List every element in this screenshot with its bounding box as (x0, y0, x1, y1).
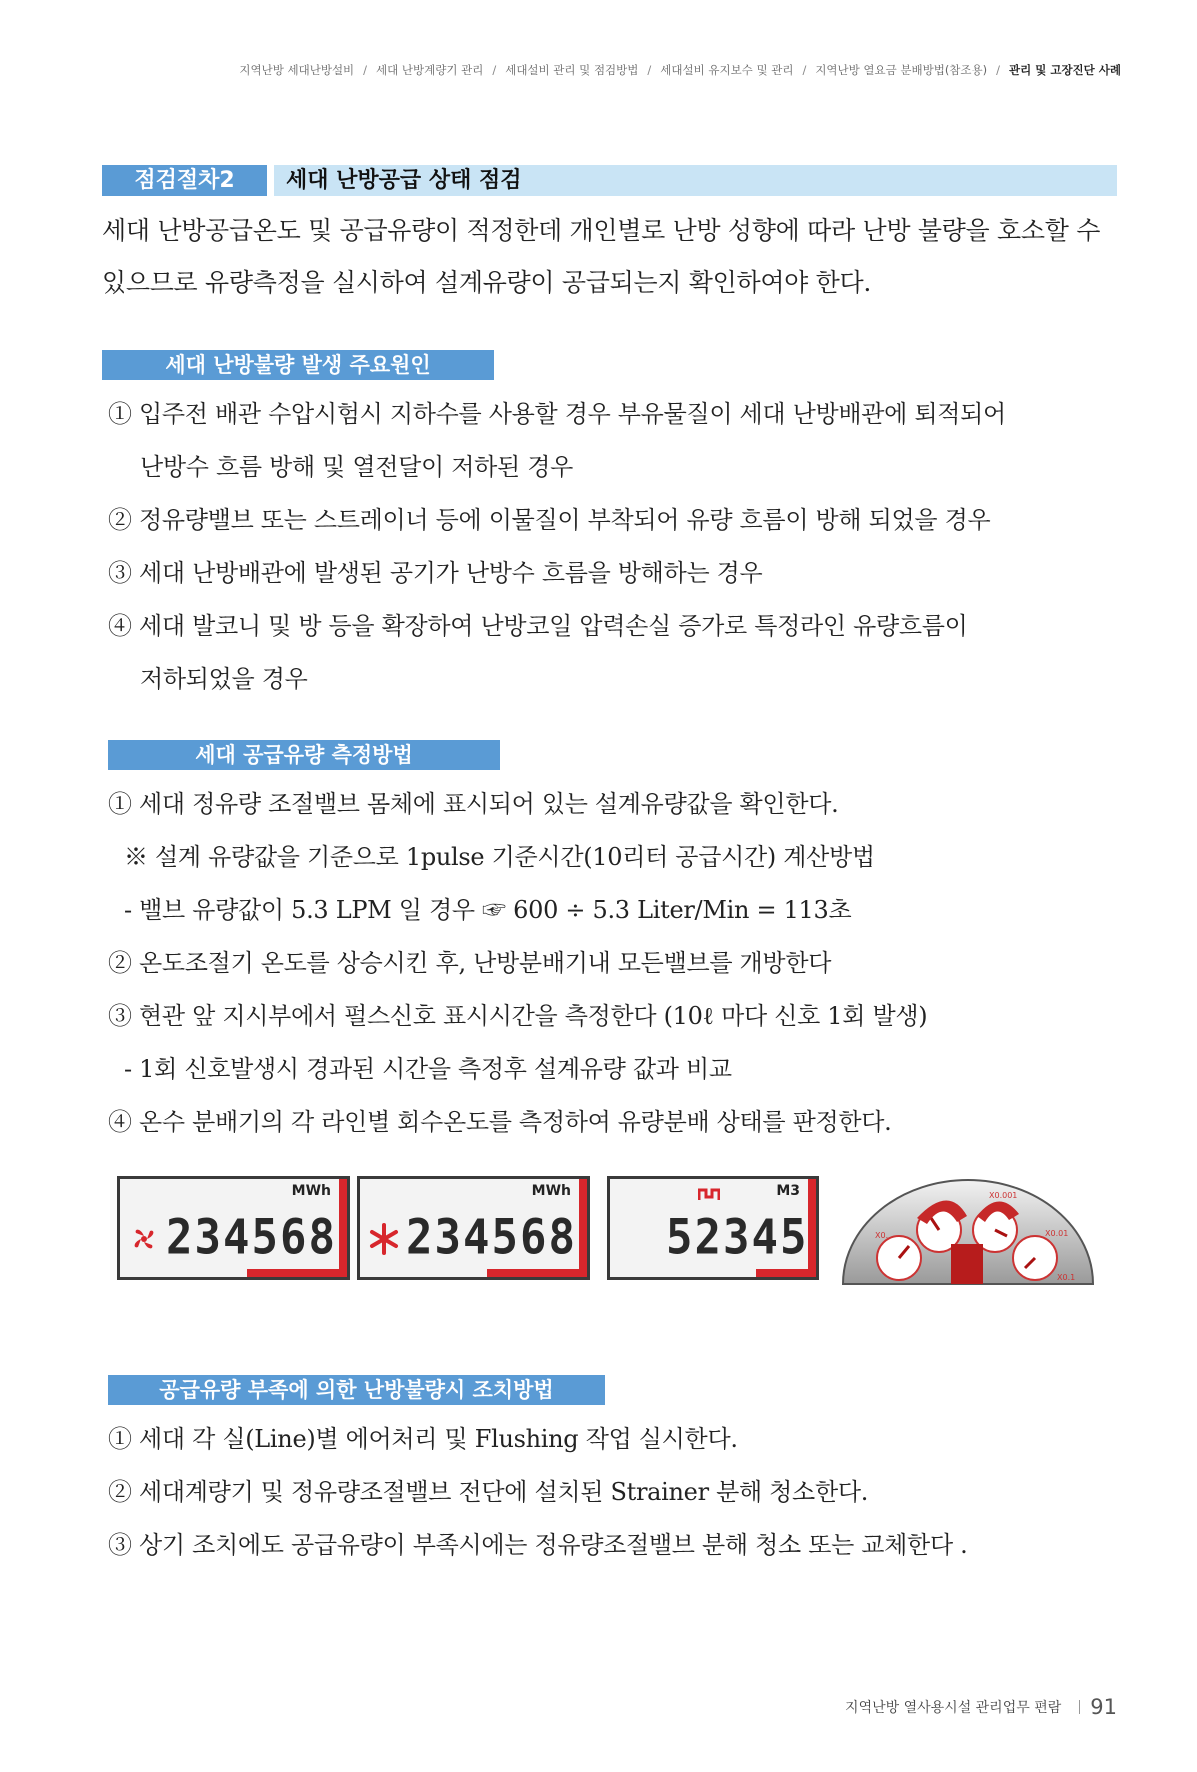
list-item: ③ 현관 앞 지시부에서 펄스신호 표시시간을 측정한다 (10ℓ 마다 신호 1회 발생) (108, 1002, 928, 1030)
breadcrumb-item: 세대설비 관리 및 점검방법 (505, 63, 639, 77)
meter-unit: MWh (531, 1183, 571, 1199)
meter-value: 234568 (406, 1209, 577, 1266)
intro-line: 있으므로 유량측정을 실시하여 설계유량이 공급되는지 확인하여야 한다. (102, 268, 872, 297)
intro-paragraph (102, 205, 1122, 309)
list-item-sub: - 밸브 유량값이 5.3 LPM 일 경우 ☞ 600 ÷ 5.3 Liter/Min = 113초 (124, 896, 852, 924)
meter-value: 234568 (166, 1209, 337, 1266)
breadcrumb-separator: / (492, 63, 497, 77)
section-label-actions: 공급유량 부족에 의한 난방불량시 조치방법 (108, 1375, 605, 1405)
breadcrumb-current: 관리 및 고장진단 사례 (1009, 63, 1121, 77)
page-footer (845, 1695, 1117, 1719)
intro-line: 세대 난방공급온도 및 공급유량이 적정한데 개인별로 난방 성향에 따라 난방 불량을 호소할 수 (102, 216, 1101, 245)
section-label-causes: 세대 난방불량 발생 주요원인 (102, 350, 494, 380)
list-item: ① 세대 정유량 조절밸브 몸체에 표시되어 있는 설계유량값을 확인한다. (108, 790, 839, 818)
analog-dial-meter (839, 1178, 1097, 1288)
list-item-sub: - 1회 신호발생시 경과된 시간을 측정후 설계유량 값과 비교 (124, 1055, 732, 1083)
dial-label: X0. (875, 1231, 889, 1240)
footer-divider (1079, 1700, 1080, 1714)
dial-label: X0.001 (989, 1191, 1018, 1200)
breadcrumb-item: 세대 난방계량기 관리 (376, 63, 484, 77)
list-item: 저하되었을 경우 (140, 665, 308, 693)
list-item: ④ 온수 분배기의 각 라인별 회수온도를 측정하여 유량분배 상태를 판정한다. (108, 1108, 892, 1136)
fan-icon (126, 1221, 162, 1257)
breadcrumb-item: 지역난방 세대난방설비 (239, 63, 355, 77)
dial-label: X0.1 (1057, 1273, 1076, 1282)
meter-unit: MWh (291, 1183, 331, 1199)
dial-label: X0.01 (1045, 1229, 1069, 1238)
list-item: ② 정유량밸브 또는 스트레이너 등에 이물질이 부착되어 유량 흐름이 방해 되었을 경우 (108, 506, 991, 534)
section-label-measure: 세대 공급유량 측정방법 (108, 740, 500, 770)
actions-list (108, 1413, 1118, 1572)
breadcrumb-separator: / (363, 63, 368, 77)
breadcrumb-separator: / (647, 63, 652, 77)
pulse-icon (698, 1187, 720, 1201)
meter-value: 52345 (666, 1209, 809, 1266)
breadcrumb-separator: / (802, 63, 807, 77)
list-item-note: ※ 설계 유량값을 기준으로 1pulse 기준시간(10리터 공급시간) 계산방법 (124, 843, 875, 871)
list-item: ② 온도조절기 온도를 상승시킨 후, 난방분배기내 모든밸브를 개방한다 (108, 949, 832, 977)
breadcrumb (239, 62, 1121, 78)
meter-display-3 (607, 1176, 819, 1280)
measure-list (108, 778, 1118, 1149)
meter-unit: M3 (776, 1183, 800, 1199)
list-item: ④ 세대 발코니 및 방 등을 확장하여 난방코일 압력손실 증가로 특정라인 유량흐름이 (108, 612, 968, 640)
list-item: ③ 상기 조치에도 공급유량이 부족시에는 정유량조절밸브 분해 청소 또는 교체한다 . (108, 1531, 968, 1559)
list-item: ① 세대 각 실(Line)별 에어처리 및 Flushing 작업 실시한다. (108, 1425, 738, 1453)
step-title: 세대 난방공급 상태 점검 (274, 165, 1117, 196)
list-item: ① 입주전 배관 수압시험시 지하수를 사용할 경우 부유물질이 세대 난방배관에 퇴적되어 (108, 400, 1006, 428)
snowflake-icon (366, 1221, 402, 1257)
meter-displays (117, 1170, 1097, 1288)
list-item: ② 세대계량기 및 정유량조절밸브 전단에 설치된 Strainer 분해 청소한다. (108, 1478, 869, 1506)
step-header (102, 165, 1117, 196)
page-number: 91 (1090, 1695, 1117, 1719)
breadcrumb-item: 세대설비 유지보수 및 관리 (660, 63, 794, 77)
meter-display-1 (117, 1176, 350, 1280)
meter-display-2 (357, 1176, 590, 1280)
step-tag: 점검절차2 (102, 165, 267, 196)
list-item: ③ 세대 난방배관에 발생된 공기가 난방수 흐름을 방해하는 경우 (108, 559, 763, 587)
list-item: 난방수 흐름 방해 및 열전달이 저하된 경우 (140, 453, 574, 481)
breadcrumb-separator: / (996, 63, 1000, 77)
breadcrumb-item: 지역난방 열요금 분배방법(참조용) (815, 63, 988, 77)
footer-title: 지역난방 열사용시설 관리업무 편람 (845, 1700, 1062, 1716)
causes-list (108, 388, 1118, 706)
